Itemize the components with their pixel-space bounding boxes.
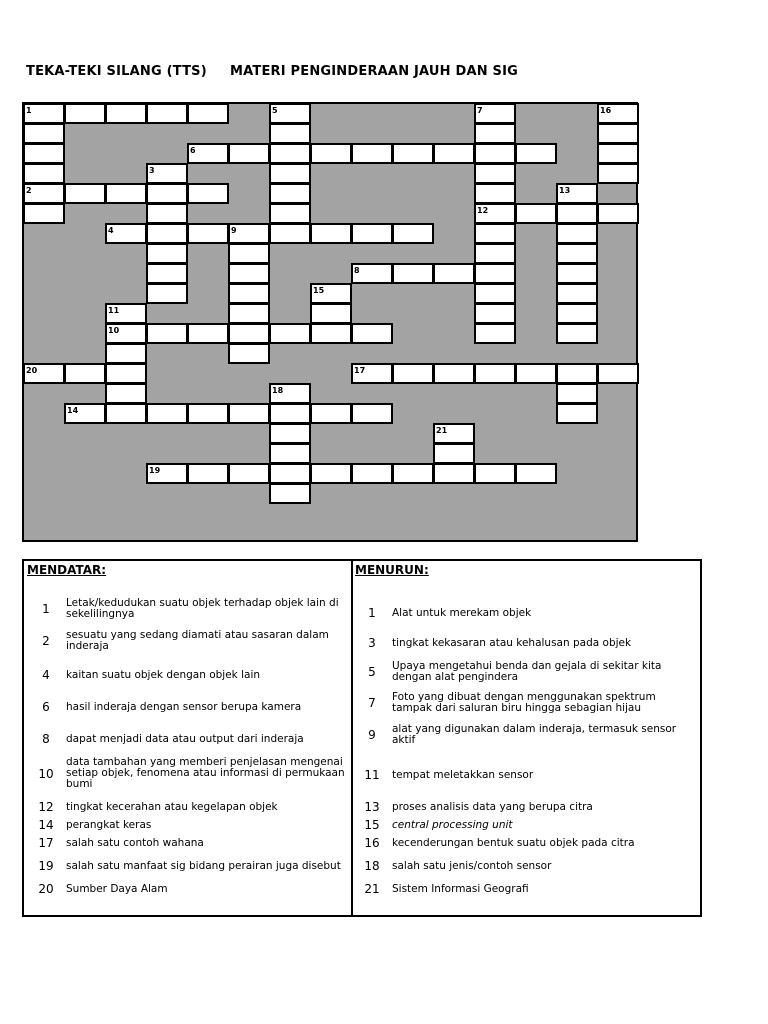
crossword-cell[interactable] bbox=[146, 163, 188, 184]
crossword-cell[interactable] bbox=[310, 303, 352, 324]
clue-number: 2 bbox=[42, 634, 50, 648]
clue-number: 12 bbox=[38, 800, 54, 814]
crossword-cell[interactable] bbox=[269, 443, 311, 464]
crossword-cell[interactable] bbox=[351, 363, 393, 384]
crossword-cell[interactable] bbox=[228, 403, 270, 424]
clue-number-label: 11 bbox=[108, 306, 120, 316]
clue-number-label: 14 bbox=[67, 406, 79, 416]
clue-mendatar-10 bbox=[26, 757, 346, 790]
crossword-cell[interactable] bbox=[474, 263, 516, 284]
crossword-cell[interactable] bbox=[392, 263, 434, 284]
clue-text: salah satu jenis/contoh sensor bbox=[392, 859, 552, 872]
clue-number: 8 bbox=[42, 732, 50, 746]
crossword-cell[interactable] bbox=[105, 383, 147, 404]
clue-mendatar-19 bbox=[26, 859, 346, 873]
crossword-cell[interactable] bbox=[351, 463, 393, 484]
clue-number: 10 bbox=[38, 766, 54, 781]
crossword-cell[interactable] bbox=[269, 463, 311, 484]
crossword-cell[interactable] bbox=[105, 363, 147, 384]
crossword-cell[interactable] bbox=[187, 463, 229, 484]
crossword-cell[interactable] bbox=[105, 303, 147, 324]
crossword-cell[interactable] bbox=[64, 183, 106, 204]
crossword-cell[interactable] bbox=[556, 243, 598, 264]
clue-number-label: 7 bbox=[477, 106, 483, 115]
crossword-cell[interactable] bbox=[269, 403, 311, 424]
clue-menurun-1 bbox=[352, 606, 697, 620]
crossword-cell[interactable] bbox=[474, 123, 516, 144]
clue-number: 1 bbox=[368, 606, 376, 620]
crossword-cell[interactable] bbox=[228, 283, 270, 304]
clue-menurun-16 bbox=[352, 836, 697, 850]
crossword-cell[interactable] bbox=[351, 323, 393, 344]
crossword-cell[interactable] bbox=[433, 423, 475, 444]
crossword-cell[interactable] bbox=[474, 223, 516, 244]
crossword-cell[interactable] bbox=[228, 303, 270, 324]
crossword-cell[interactable] bbox=[269, 323, 311, 344]
crossword-cell[interactable] bbox=[597, 123, 639, 144]
clue-mendatar-4 bbox=[26, 668, 346, 682]
crossword-cell[interactable] bbox=[474, 203, 516, 224]
clue-menurun-15 bbox=[352, 818, 697, 832]
crossword-cell[interactable] bbox=[228, 263, 270, 284]
crossword-cell[interactable] bbox=[105, 343, 147, 364]
clue-number: 16 bbox=[364, 836, 380, 850]
clue-text: kaitan suatu objek dengan objek lain bbox=[66, 668, 261, 681]
clue-number: 1 bbox=[42, 602, 50, 616]
clue-number-label: 5 bbox=[272, 106, 278, 115]
crossword-cell[interactable] bbox=[310, 143, 352, 164]
clue-number-label: 16 bbox=[600, 106, 612, 115]
crossword-cell[interactable] bbox=[474, 103, 516, 124]
clue-number: 11 bbox=[364, 768, 380, 782]
crossword-cell[interactable] bbox=[228, 143, 270, 164]
clue-text: salah satu contoh wahana bbox=[66, 836, 204, 849]
clue-number-label: 2 bbox=[26, 186, 32, 196]
crossword-cell[interactable] bbox=[474, 243, 516, 264]
clue-number: 5 bbox=[368, 665, 376, 679]
crossword-cell[interactable] bbox=[105, 323, 147, 344]
clue-mendatar-12 bbox=[26, 800, 346, 814]
crossword-cell[interactable] bbox=[146, 243, 188, 264]
clue-number: 21 bbox=[364, 882, 380, 896]
clue-number-label: 15 bbox=[313, 286, 325, 296]
crossword-cell[interactable] bbox=[392, 143, 434, 164]
clue-number-label: 19 bbox=[149, 466, 161, 476]
crossword-cell[interactable] bbox=[105, 223, 147, 244]
crossword-cell[interactable] bbox=[269, 103, 311, 124]
crossword-cell[interactable] bbox=[351, 403, 393, 424]
clue-menurun-13 bbox=[352, 800, 697, 814]
crossword-cell[interactable] bbox=[556, 383, 598, 404]
clue-mendatar-20 bbox=[26, 882, 346, 896]
clue-number-label: 13 bbox=[559, 186, 571, 196]
crossword-cell[interactable] bbox=[269, 203, 311, 224]
clue-number-label: 6 bbox=[190, 146, 196, 156]
clue-mendatar-14 bbox=[26, 818, 346, 832]
crossword-cell[interactable] bbox=[392, 463, 434, 484]
crossword-cell[interactable] bbox=[433, 363, 475, 384]
crossword-cell[interactable] bbox=[228, 323, 270, 344]
crossword-cell[interactable] bbox=[310, 323, 352, 344]
clue-number-label: 12 bbox=[477, 206, 489, 216]
crossword-cell[interactable] bbox=[474, 143, 516, 164]
crossword-cell[interactable] bbox=[310, 283, 352, 304]
crossword-cell[interactable] bbox=[556, 263, 598, 284]
crossword-cell[interactable] bbox=[105, 403, 147, 424]
crossword-cell[interactable] bbox=[433, 463, 475, 484]
clue-text: Alat untuk merekam objek bbox=[392, 606, 532, 619]
clue-text: dapat menjadi data atau output dari inderaja bbox=[66, 732, 304, 745]
clue-menurun-9 bbox=[352, 724, 697, 746]
clue-mendatar-8 bbox=[26, 732, 346, 746]
clue-number: 20 bbox=[38, 882, 54, 896]
clue-menurun-3 bbox=[352, 636, 697, 650]
clue-text: Foto yang dibuat dengan menggunakan spektrum tampak dari saluran biru hingga sebagian hijau bbox=[392, 691, 656, 714]
clue-number-label: 18 bbox=[272, 386, 284, 396]
crossword-cell[interactable] bbox=[556, 403, 598, 424]
clue-text: tingkat kekasaran atau kehalusan pada objek bbox=[392, 636, 632, 649]
crossword-cell[interactable] bbox=[433, 263, 475, 284]
crossword-cell[interactable] bbox=[310, 403, 352, 424]
clue-number-label: 1 bbox=[26, 106, 32, 115]
crossword-cell[interactable] bbox=[597, 203, 639, 224]
clue-number: 7 bbox=[368, 696, 376, 710]
crossword-cell[interactable] bbox=[474, 303, 516, 324]
crossword-cell[interactable] bbox=[556, 223, 598, 244]
crossword-cell[interactable] bbox=[556, 303, 598, 324]
crossword-cell[interactable] bbox=[187, 323, 229, 344]
clue-number: 14 bbox=[38, 818, 54, 832]
clue-number-label: 3 bbox=[149, 166, 155, 176]
clue-text: alat yang digunakan dalam inderaja, termasuk sensor aktif bbox=[392, 723, 677, 746]
crossword-cell[interactable] bbox=[269, 383, 311, 404]
clue-number-label: 21 bbox=[436, 426, 448, 436]
clue-text: data tambahan yang memberi penjelasan mengenai setiap objek, fenomena atau informasi di permukaan bumi bbox=[66, 756, 345, 790]
clue-number: 17 bbox=[38, 836, 54, 850]
crossword-cell[interactable] bbox=[433, 443, 475, 464]
crossword-cell[interactable] bbox=[187, 183, 229, 204]
crossword-cell[interactable] bbox=[556, 283, 598, 304]
crossword-cell[interactable] bbox=[515, 363, 557, 384]
crossword-cell[interactable] bbox=[556, 363, 598, 384]
clue-text: perangkat keras bbox=[66, 818, 152, 831]
clue-number-label: 20 bbox=[26, 366, 38, 376]
crossword-cell[interactable] bbox=[146, 263, 188, 284]
crossword-cell[interactable] bbox=[146, 323, 188, 344]
clue-number: 19 bbox=[38, 859, 54, 873]
crossword-cell[interactable] bbox=[433, 143, 475, 164]
crossword-cell[interactable] bbox=[64, 363, 106, 384]
crossword-cell[interactable] bbox=[310, 223, 352, 244]
clue-number: 4 bbox=[42, 668, 50, 682]
crossword-cell[interactable] bbox=[146, 403, 188, 424]
crossword-cell[interactable] bbox=[474, 363, 516, 384]
clue-number: 15 bbox=[364, 818, 380, 832]
crossword-cell[interactable] bbox=[146, 203, 188, 224]
crossword-cell[interactable] bbox=[23, 203, 65, 224]
clue-menurun-7 bbox=[352, 692, 697, 714]
crossword-cell[interactable] bbox=[23, 103, 65, 124]
crossword-cell[interactable] bbox=[64, 103, 106, 124]
crossword-cell[interactable] bbox=[597, 103, 639, 124]
crossword-cell[interactable] bbox=[228, 463, 270, 484]
crossword-cell[interactable] bbox=[597, 163, 639, 184]
crossword-cell[interactable] bbox=[310, 463, 352, 484]
crossword-cell[interactable] bbox=[146, 463, 188, 484]
clue-number-label: 8 bbox=[354, 266, 360, 276]
crossword-cell[interactable] bbox=[187, 403, 229, 424]
clue-number-label: 17 bbox=[354, 366, 366, 376]
clue-number-label: 4 bbox=[108, 226, 114, 236]
clue-text: Upaya mengetahui benda dan gejala di sekitar kita dengan alat pengindera bbox=[392, 660, 662, 683]
crossword-cell[interactable] bbox=[146, 223, 188, 244]
clue-mendatar-2 bbox=[26, 630, 346, 652]
clue-mendatar-1 bbox=[26, 598, 346, 620]
clue-text: Letak/kedudukan suatu objek terhadap objek lain di sekelilingnya bbox=[66, 597, 339, 620]
crossword-cell[interactable] bbox=[474, 183, 516, 204]
crossword-grid bbox=[22, 102, 638, 542]
crossword-cell[interactable] bbox=[187, 103, 229, 124]
clue-number-label: 10 bbox=[108, 326, 120, 336]
crossword-cell[interactable] bbox=[269, 423, 311, 444]
crossword-cell[interactable] bbox=[105, 183, 147, 204]
crossword-cell[interactable] bbox=[228, 243, 270, 264]
crossword-cell[interactable] bbox=[64, 403, 106, 424]
clue-mendatar-17 bbox=[26, 836, 346, 850]
crossword-cell[interactable] bbox=[23, 123, 65, 144]
crossword-cell[interactable] bbox=[23, 163, 65, 184]
clue-text: salah satu manfaat sig bidang perairan juga disebut bbox=[66, 859, 341, 872]
clue-menurun-18 bbox=[352, 859, 697, 873]
crossword-cell[interactable] bbox=[351, 263, 393, 284]
crossword-cell[interactable] bbox=[23, 183, 65, 204]
clue-menurun-5 bbox=[352, 661, 697, 683]
crossword-cell[interactable] bbox=[597, 363, 639, 384]
crossword-cell[interactable] bbox=[269, 123, 311, 144]
clue-mendatar-6 bbox=[26, 700, 346, 714]
crossword-cell[interactable] bbox=[23, 363, 65, 384]
crossword-cell[interactable] bbox=[187, 143, 229, 164]
clue-text: tingkat kecerahan atau kegelapan objek bbox=[66, 800, 278, 813]
crossword-cell[interactable] bbox=[351, 143, 393, 164]
crossword-cell[interactable] bbox=[474, 323, 516, 344]
clue-number: 13 bbox=[364, 800, 380, 814]
crossword-cell[interactable] bbox=[515, 203, 557, 224]
clue-number: 9 bbox=[368, 728, 376, 742]
clue-menurun-11 bbox=[352, 768, 697, 782]
crossword-cell[interactable] bbox=[105, 103, 147, 124]
crossword-cell[interactable] bbox=[146, 103, 188, 124]
crossword-cell[interactable] bbox=[351, 223, 393, 244]
crossword-cell[interactable] bbox=[146, 283, 188, 304]
mendatar-heading: MENDATAR: bbox=[27, 563, 107, 577]
crossword-cell[interactable] bbox=[269, 163, 311, 184]
crossword-cell[interactable] bbox=[556, 323, 598, 344]
crossword-cell[interactable] bbox=[146, 183, 188, 204]
crossword-cell[interactable] bbox=[556, 203, 598, 224]
crossword-cell[interactable] bbox=[392, 223, 434, 244]
crossword-cell[interactable] bbox=[269, 223, 311, 244]
clue-number: 6 bbox=[42, 700, 50, 714]
clue-text: Sistem Informasi Geografi bbox=[392, 882, 529, 895]
crossword-cell[interactable] bbox=[23, 143, 65, 164]
crossword-cell[interactable] bbox=[228, 343, 270, 364]
crossword-cell[interactable] bbox=[187, 223, 229, 244]
clue-text: tempat meletakkan sensor bbox=[392, 768, 534, 781]
clue-text: Sumber Daya Alam bbox=[66, 882, 168, 895]
clue-text: proses analisis data yang berupa citra bbox=[392, 800, 593, 813]
clue-number: 3 bbox=[368, 636, 376, 650]
crossword-cell[interactable] bbox=[515, 463, 557, 484]
clue-text: kecenderungan bentuk suatu objek pada citra bbox=[392, 836, 635, 849]
crossword-cell[interactable] bbox=[597, 143, 639, 164]
clue-text: sesuatu yang sedang diamati atau sasaran dalam inderaja bbox=[66, 629, 329, 652]
crossword-cell[interactable] bbox=[474, 463, 516, 484]
crossword-cell[interactable] bbox=[556, 183, 598, 204]
crossword-cell[interactable] bbox=[269, 483, 311, 504]
crossword-cell[interactable] bbox=[474, 283, 516, 304]
crossword-cell[interactable] bbox=[269, 183, 311, 204]
crossword-cell[interactable] bbox=[392, 363, 434, 384]
clue-number-label: 9 bbox=[231, 226, 237, 236]
page-subtitle: MATERI PENGINDERAAN JAUH DAN SIG bbox=[230, 64, 518, 79]
crossword-cell[interactable] bbox=[515, 143, 557, 164]
crossword-cell[interactable] bbox=[228, 223, 270, 244]
clue-text: hasil inderaja dengan sensor berupa kamera bbox=[66, 700, 302, 713]
crossword-cell[interactable] bbox=[269, 143, 311, 164]
page-title: TEKA-TEKI SILANG (TTS) bbox=[26, 64, 207, 79]
menurun-heading: MENURUN: bbox=[355, 563, 429, 577]
clue-number: 18 bbox=[364, 859, 380, 873]
crossword-cell[interactable] bbox=[474, 163, 516, 184]
clue-text: central processing unit bbox=[392, 818, 513, 831]
clue-menurun-21 bbox=[352, 882, 697, 896]
clue-panel bbox=[22, 559, 702, 917]
